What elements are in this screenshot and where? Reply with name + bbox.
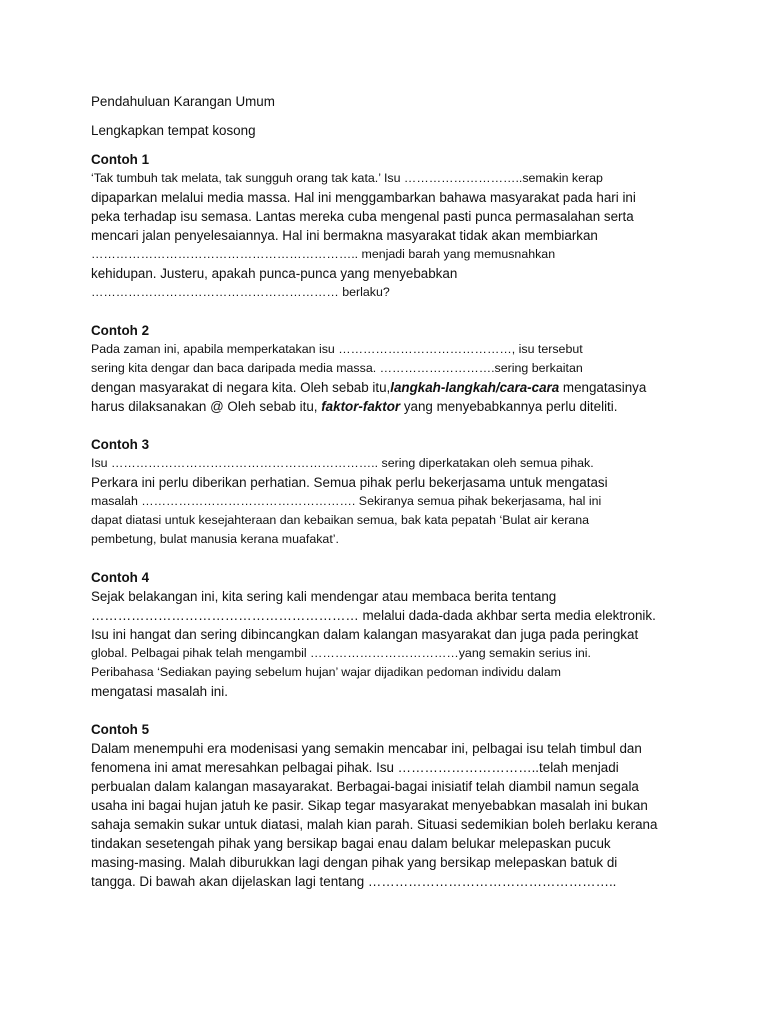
- example-5-line: perbualan dalam kalangan masayarakat. Berbagai-bagai inisiatif telah diambil namun segala: [91, 779, 639, 794]
- example-1-title: Contoh 1: [91, 152, 150, 167]
- example-2: [91, 321, 691, 416]
- example-5-title: Contoh 5: [91, 722, 150, 737]
- example-4-line: global. Pelbagai pihak telah mengambil ………………………………yang semakin serius ini.: [91, 646, 591, 660]
- example-3-line: pembetung, bulat manusia kerana muafakat’.: [91, 532, 339, 546]
- example-4-line: …………………………………………………… melalui dada-dada akhbar serta media elektronik.: [91, 608, 656, 623]
- example-1-line: dipaparkan melalui media massa. Hal ini menggambarkan bahawa masyarakat pada hari ini: [91, 190, 636, 205]
- example-3-line: Perkara ini perlu diberikan perhatian. Semua pihak perlu bekerjasama untuk mengatasi: [91, 475, 608, 490]
- example-1-line: kehidupan. Justeru, apakah punca-punca yang menyebabkan: [91, 266, 458, 281]
- document-title: Pendahuluan Karangan Umum: [91, 94, 275, 109]
- example-1-line: mencari jalan penyelesaiannya. Hal ini bermakna masyarakat tidak akan membiarkan: [91, 228, 598, 243]
- example-5-line: tindakan sesetengah pihak yang bersikap bagai enau dalam belukar melepaskan pucuk: [91, 836, 611, 851]
- example-3-line: dapat diatasi untuk kesejahteraan dan kebaikan semua, bak kata pepatah ‘Bulat air kerana: [91, 513, 590, 527]
- example-2-line-4-tail: yang menyebabkannya perlu diteliti.: [400, 399, 618, 414]
- example-2-title: Contoh 2: [91, 323, 150, 338]
- example-2-line: Pada zaman ini, apabila memperkatakan isu ……………………………………, isu tersebut: [91, 342, 583, 356]
- example-5-line: fenomena ini amat meresahkan pelbagai pihak. Isu …………………………..telah menjadi: [91, 760, 619, 775]
- document-page: [91, 92, 691, 910]
- example-1: [91, 150, 691, 302]
- example-2-line: [91, 378, 691, 397]
- example-5-line: tangga. Di bawah akan dijelaskan lagi tentang ………………………………………………..: [91, 874, 617, 889]
- example-2-line-3-head: dengan masyarakat di negara kita. Oleh sebab itu,: [91, 380, 391, 395]
- example-3-line: masalah ……………………………………………. Sekiranya semua pihak bekerjasama, hal ini: [91, 494, 602, 508]
- example-4-line: Sejak belakangan ini, kita sering kali mendengar atau membaca berita tentang: [91, 589, 557, 604]
- example-1-line: peka terhadap isu semasa. Lantas mereka cuba mengenal pasti punca permasalahan serta: [91, 209, 634, 224]
- example-4-title: Contoh 4: [91, 570, 150, 585]
- example-2-line: sering kita dengar dan baca daripada media massa. ……………………….sering berkaitan: [91, 361, 583, 375]
- example-1-line: ……………………………………………………….. menjadi barah yang memusnahkan: [91, 247, 556, 261]
- example-4: [91, 568, 691, 701]
- example-2-line-3-tail: mengatasinya: [559, 380, 647, 395]
- example-5-line: Dalam menempuhi era modenisasi yang semakin mencabar ini, pelbagai isu telah timbul dan: [91, 741, 642, 756]
- example-2-bold-phrase-2: faktor-faktor: [321, 399, 401, 414]
- example-1-line: …………………………………………………… berlaku?: [91, 285, 390, 299]
- example-1-line: ‘Tak tumbuh tak melata, tak sungguh orang tak kata.’ Isu ………………………..semakin kerap: [91, 171, 603, 185]
- example-3-title: Contoh 3: [91, 437, 150, 452]
- example-5-line: usaha ini bagai hujan jatuh ke pasir. Sikap tegar masyarakat menyebabkan masalah ini bukan: [91, 798, 648, 813]
- example-4-line: Isu ini hangat dan sering dibincangkan dalam kalangan masyarakat dan juga pada peringkat: [91, 627, 639, 642]
- example-5-line: sahaja semakin sukar untuk diatasi, malah kian parah. Situasi sedemikian boleh berlaku kerana: [91, 817, 658, 832]
- example-4-line: Peribahasa ‘Sediakan paying sebelum hujan’ wajar dijadikan pedoman individu dalam: [91, 665, 561, 679]
- example-2-bold-phrase-1: langkah-langkah/cara-cara: [390, 380, 560, 395]
- example-5: [91, 720, 691, 891]
- example-2-line-4-head: harus dilaksanakan @ Oleh sebab itu,: [91, 399, 322, 414]
- document-subtitle: Lengkapkan tempat kosong: [91, 123, 256, 138]
- example-3: [91, 435, 691, 549]
- example-3-line: Isu ……………………………………………………….. sering diperkatakan oleh semua pihak.: [91, 456, 594, 470]
- example-4-line: mengatasi masalah ini.: [91, 684, 228, 699]
- example-2-line: [91, 397, 691, 416]
- example-5-line: masing-masing. Malah diburukkan lagi dengan pihak yang bersikap melepaskan batuk di: [91, 855, 618, 870]
